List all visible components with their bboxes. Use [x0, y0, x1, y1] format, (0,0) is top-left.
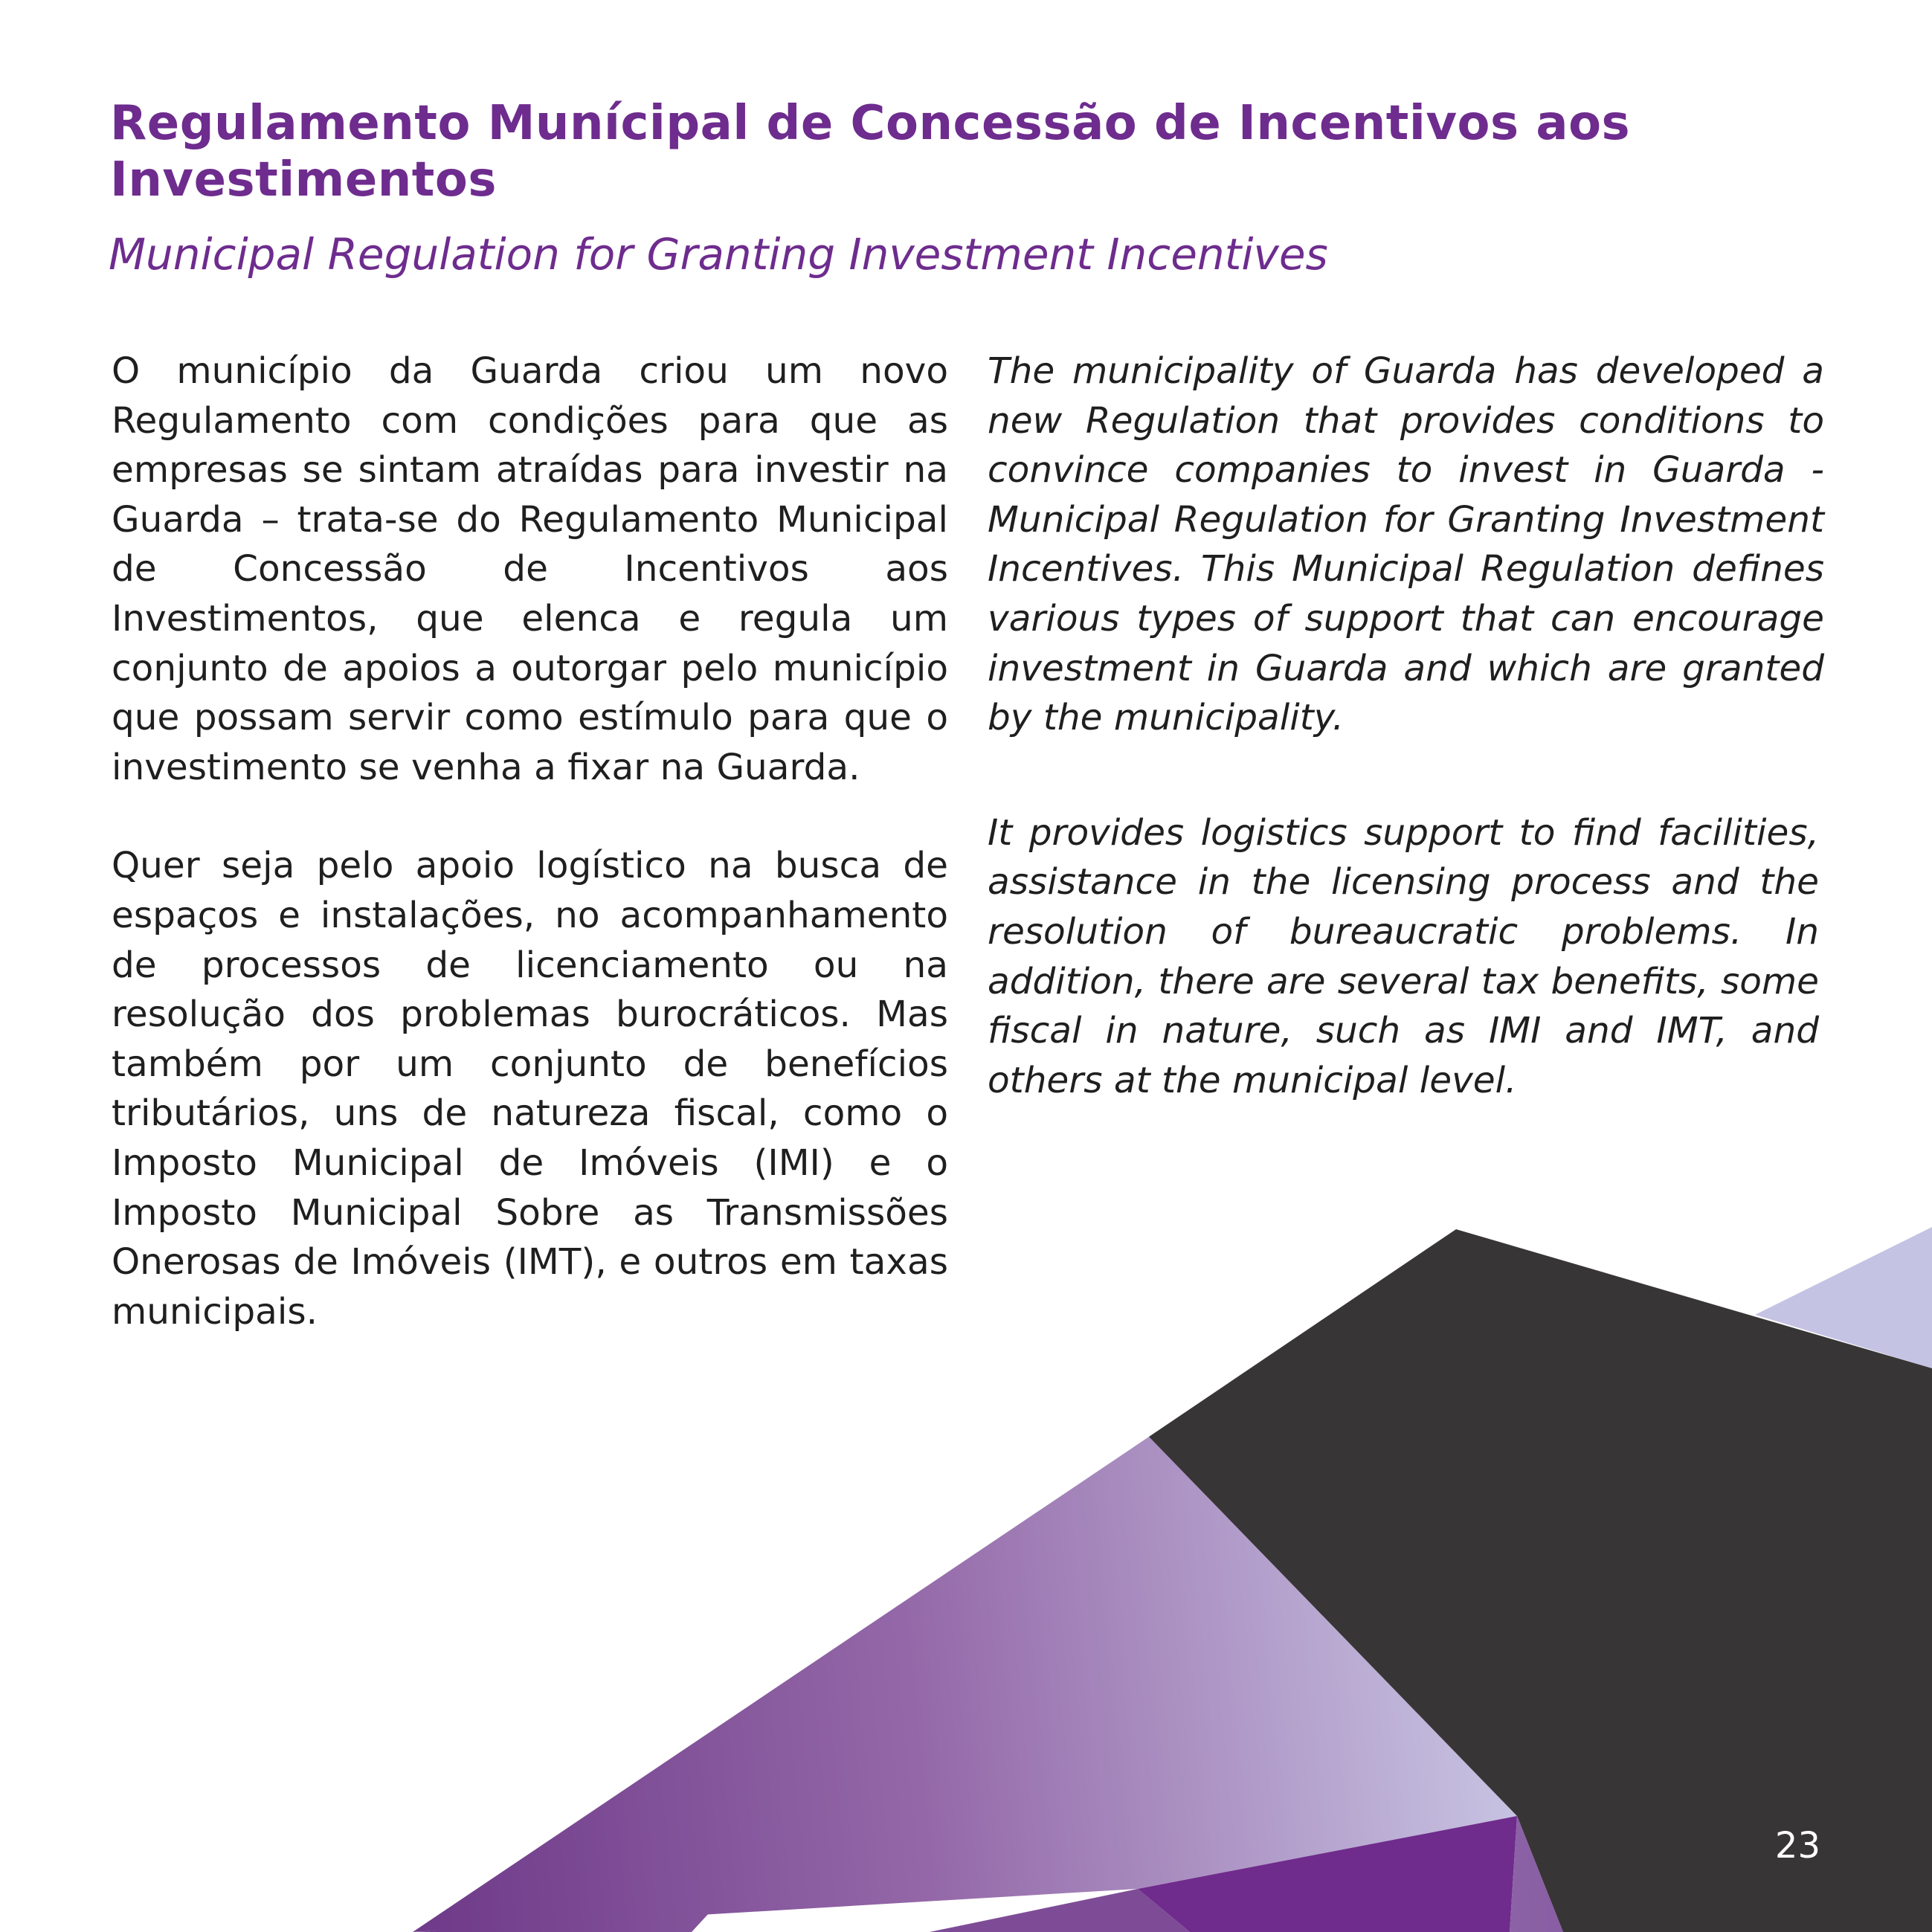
page-title: Regulamento Munícipal de Concessão de Incentivos aos Investimentos	[110, 96, 1631, 207]
portuguese-column	[112, 347, 948, 1336]
portuguese-paragraph-2: Quer seja pelo apoio logístico na busca de espaços e instalações, no acompanhamento de processos de licenciamento ou na resolução dos problemas burocráticos. Mas também por um conjunto de benefícios tributários, uns de natureza fiscal, como o Imposto Municipal de Imóveis (IMI) e o Imposto Municipal Sobre as Transmissões Onerosas de Imóveis (IMT), e outros em taxas municipais.	[112, 845, 948, 1333]
portuguese-paragraph-1: O município da Guarda criou um novo Regulamento com condições para que as empresas se sintam atraídas para investir na Guarda – trata-se do Regulamento Municipal de Concessão de Incentivos aos Investimentos, que elenca e regula um conjunto de apoios a outorgar pelo município que possam servir como estímulo para que o investimento se venha a fixar na Guarda.	[112, 350, 948, 788]
page-number: 23	[1774, 1825, 1820, 1867]
english-paragraph-2: It provides logistics support to find facilities, assistance in the licensing process and the resolution of bureaucratic problems. In addition, there are several tax benefits, some fiscal in nature, such as IMI and IMT, and others at the municipal level.	[988, 811, 1819, 1101]
page-subtitle: Municipal Regulation for Granting Investment Incentives	[109, 229, 1328, 280]
english-column	[988, 347, 1824, 1105]
english-paragraph-1: The municipality of Guarda has developed a new Regulation that provides conditions to convince companies to invest in Guarda - Municipal Regulation for Granting Investment Incentives. This Municipal Regulation defines various types of support that can encourage investment in Guarda and which are granted by the municipality.	[988, 350, 1824, 739]
